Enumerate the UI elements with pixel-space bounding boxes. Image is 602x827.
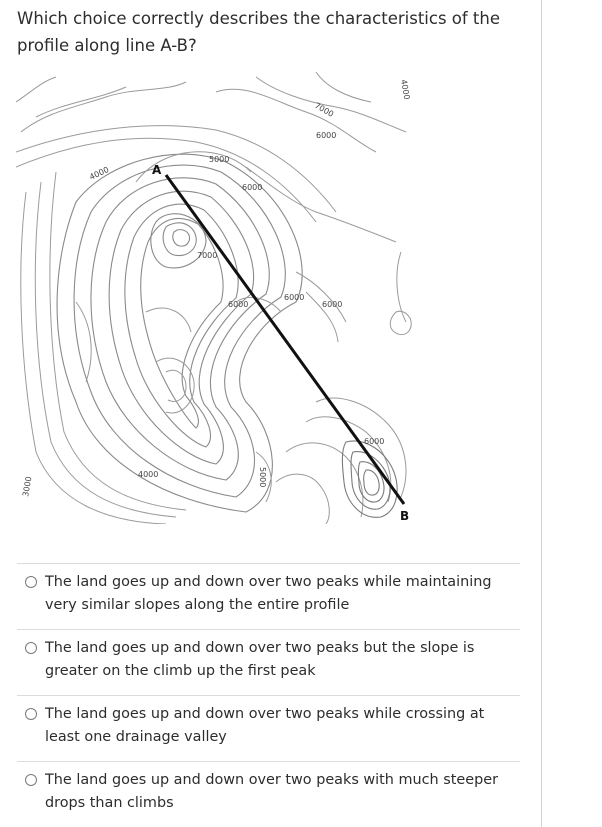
radio-button[interactable] bbox=[25, 642, 37, 654]
contour-label: 5000 bbox=[209, 155, 230, 164]
contour-label: 7000 bbox=[197, 251, 218, 260]
topographic-map bbox=[16, 72, 416, 524]
answer-options bbox=[17, 563, 520, 827]
answer-option[interactable] bbox=[17, 563, 520, 629]
contour-label: 6000 bbox=[228, 300, 249, 309]
question-text: Which choice correctly describes the characteristics of the profile along line A-B? bbox=[17, 9, 501, 55]
radio-button[interactable] bbox=[25, 774, 37, 786]
contour-label: 6000 bbox=[284, 293, 305, 302]
point-b-label: B bbox=[400, 509, 410, 523]
contour-label: 5000 bbox=[258, 467, 267, 488]
contour-label: 4000 bbox=[138, 470, 159, 479]
contour-label: 6000 bbox=[322, 300, 343, 309]
contour-label: 3000 bbox=[21, 475, 34, 498]
radio-button[interactable] bbox=[25, 708, 37, 720]
option-label: The land goes up and down over two peaks while maintaining very similar slopes along the entire profile bbox=[45, 574, 492, 613]
option-label: The land goes up and down over two peaks but the slope is greater on the climb up the first peak bbox=[45, 640, 475, 679]
contour-label: 6000 bbox=[242, 183, 263, 192]
answer-option[interactable] bbox=[17, 695, 520, 761]
contour-label: 6000 bbox=[364, 437, 385, 446]
contour-label: 4000 bbox=[88, 165, 111, 182]
option-label: The land goes up and down over two peaks with much steeper drops than climbs bbox=[45, 772, 499, 811]
contour-label: 6000 bbox=[316, 131, 337, 140]
option-label: The land goes up and down over two peaks while crossing at least one drainage valley bbox=[45, 706, 485, 745]
contour-label: 7000 bbox=[313, 100, 336, 119]
contour-label: 4000 bbox=[399, 78, 412, 101]
answer-option[interactable] bbox=[17, 629, 520, 695]
radio-button[interactable] bbox=[25, 576, 37, 588]
point-a-label: A bbox=[152, 163, 162, 177]
answer-option[interactable] bbox=[17, 761, 520, 827]
